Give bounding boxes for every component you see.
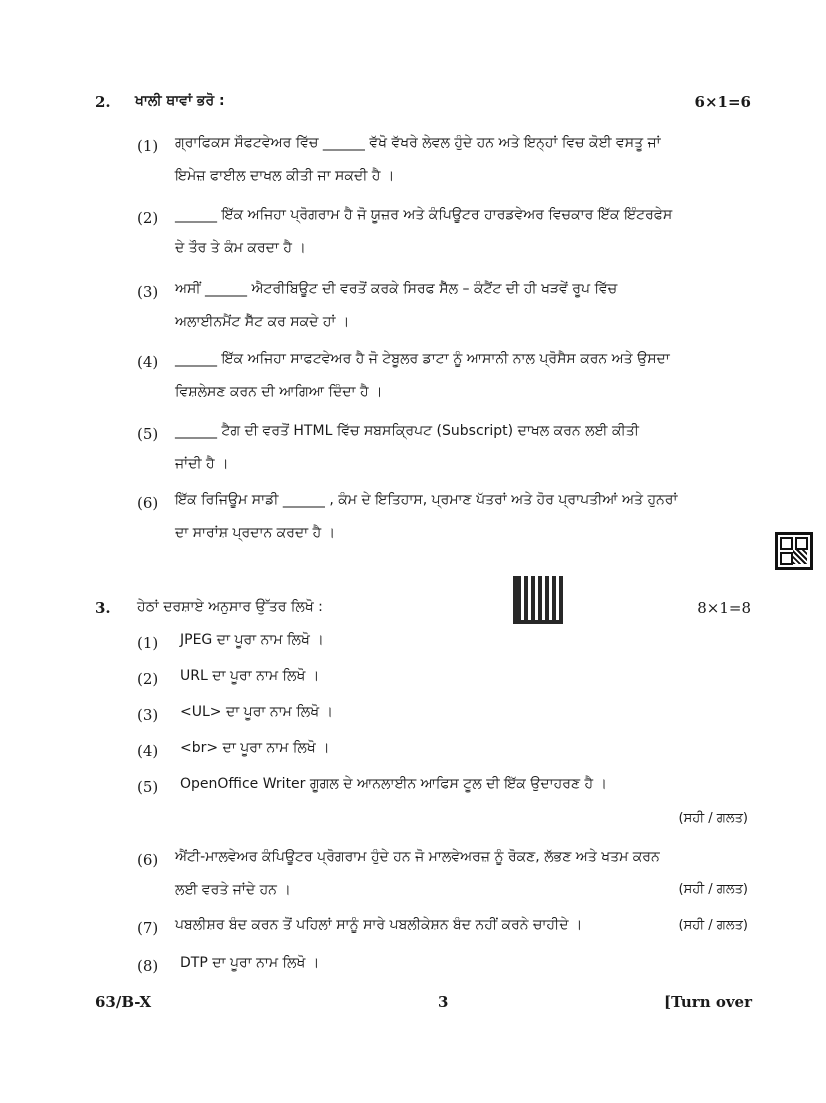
paper-code: 63/B-X (95, 993, 152, 1011)
q3-item-6-line2: ਲਈ ਵਰਤੇ ਜਾਂਦੇ ਹਨ । (175, 882, 291, 898)
q3-item-4-text: <br> ਦਾ ਪੂਰਾ ਨਾਮ ਲਿਖੋ । (180, 740, 330, 756)
q2-item-5-line1: ______ ਟੈਗ ਦੀ ਵਰਤੋਂ HTML ਵਿੱਚ ਸਬਸਕ੍ਰਿਪਟ (Subscript) ਦਾਖਲ ਕਰਨ ਲਈ ਕੀਤੀ (175, 423, 639, 439)
question-2-number: 2. (95, 93, 111, 111)
q2-item-4-line2: ਵਿਸ਼ਲੇਸਣ ਕਰਨ ਦੀ ਆਗਿਆ ਦਿੰਦਾ ਹੈ । (175, 384, 383, 400)
q3-item-8-text: DTP ਦਾ ਪੂਰਾ ਨਾਮ ਲਿਖੋ । (180, 955, 320, 971)
q3-item-number: (2) (137, 670, 159, 688)
q3-item-number: (7) (137, 919, 159, 937)
q2-item-number: (5) (137, 425, 159, 443)
question-2-marks: 6×1=6 (694, 93, 751, 111)
question-3-marks: 8×1=8 (697, 599, 751, 617)
turn-over-label: [Turn over (664, 993, 752, 1011)
q3-item-number: (6) (137, 851, 159, 869)
q2-item-2-line2: ਦੇ ਤੌਰ ਤੇ ਕੰਮ ਕਰਦਾ ਹੈ । (175, 240, 306, 256)
q3-item-1-text: JPEG ਦਾ ਪੂਰਾ ਨਾਮ ਲਿਖੋ । (180, 632, 324, 648)
q3-item-6-line1: ਐਂਟੀ-ਮਾਲਵੇਅਰ ਕੰਪਿਊਟਰ ਪ੍ਰੋਗਰਾਮ ਹੁੰਦੇ ਹਨ ਜੋ ਮਾਲਵੇਅਰਜ਼ ਨੂੰ ਰੋਕਣ, ਲੱਭਣ ਅਤੇ ਖਤਮ ਕਰਨ (175, 849, 660, 865)
q2-item-1-line1: ਗ੍ਰਾਫਿਕਸ ਸੌਫਟਵੇਅਰ ਵਿੱਚ ______ ਵੱਖੋ ਵੱਖਰੇ ਲੇਵਲ ਹੁੰਦੇ ਹਨ ਅਤੇ ਇਨ੍ਹਾਂ ਵਿਚ ਕੋਈ ਵਸਤੂ ਜਾਂ (175, 135, 661, 151)
q3-item-7-text: ਪਬਲੀਸ਼ਰ ਬੰਦ ਕਰਨ ਤੋਂ ਪਹਿਲਾਂ ਸਾਨੂੰ ਸਾਰੇ ਪਬਲੀਕੇਸ਼ਨ ਬੰਦ ਨਹੀਂ ਕਰਨੇ ਚਾਹੀਦੇ । (175, 917, 583, 933)
q3-item-number: (4) (137, 742, 159, 760)
q3-item-7-true-false: (ਸਹੀ / ਗਲਤ) (678, 918, 748, 933)
q3-item-number: (8) (137, 957, 159, 975)
q2-item-5-line2: ਜਾਂਦੀ ਹੈ । (175, 456, 229, 472)
q2-item-6-line1: ਇੱਕ ਰਿਜਿਊਮ ਸਾਡੀ ______ , ਕੰਮ ਦੇ ਇਤਿਹਾਸ, ਪ੍ਰਮਾਣ ਪੱਤਰਾਂ ਅਤੇ ਹੋਰ ਪ੍ਰਾਪਤੀਆਂ ਅਤੇ ਹੁਨਰਾਂ (175, 492, 678, 508)
q2-item-number: (4) (137, 353, 159, 371)
q2-item-6-line2: ਦਾ ਸਾਰਾਂਸ਼ ਪ੍ਰਦਾਨ ਕਰਦਾ ਹੈ । (175, 525, 336, 541)
question-3-heading: ਹੇਠਾਂ ਦਰਸ਼ਾਏ ਅਨੁਸਾਰ ਉੱਤਰ ਲਿਖੋ : (137, 599, 323, 615)
page-number: 3 (438, 993, 449, 1011)
q2-item-number: (1) (137, 137, 159, 155)
question-3-number: 3. (95, 599, 111, 617)
q3-item-2-text: URL ਦਾ ਪੂਰਾ ਨਾਮ ਲਿਖੋ । (180, 668, 320, 684)
q2-item-3-line1: ਅਸੀਂ ______ ਐਟਰੀਬਿਊਟ ਦੀ ਵਰਤੋਂ ਕਰਕੇ ਸਿਰਫ ਸੈੱਲ – ਕੰਟੈਂਟ ਦੀ ਹੀ ਖੜਵੇਂ ਰੂਪ ਵਿੱਚ (175, 281, 618, 297)
q3-item-5-text: OpenOffice Writer ਗੂਗਲ ਦੇ ਆਨਲਾਈਨ ਆਫਿਸ ਟੂਲ ਦੀ ਇੱਕ ਉਦਾਹਰਣ ਹੈ । (180, 776, 607, 792)
q3-item-6-true-false: (ਸਹੀ / ਗਲਤ) (678, 882, 748, 897)
q2-item-number: (3) (137, 283, 159, 301)
question-2-heading: ਖਾਲੀ ਥਾਵਾਂ ਭਰੋ : (135, 93, 225, 109)
q2-item-number: (6) (137, 494, 159, 512)
q2-item-1-line2: ਇਮੇਜ਼ ਫਾਈਲ ਦਾਖਲ ਕੀਤੀ ਜਾ ਸਕਦੀ ਹੈ । (175, 168, 395, 184)
q3-item-number: (5) (137, 778, 159, 796)
q3-item-3-text: <UL> ਦਾ ਪੂਰਾ ਨਾਮ ਲਿਖੋ । (180, 704, 333, 720)
qr-code-icon (775, 532, 813, 570)
q3-item-number: (1) (137, 634, 159, 652)
q2-item-number: (2) (137, 209, 159, 227)
q2-item-3-line2: ਅਲਾਈਨਮੈਂਟ ਸੈੱਟ ਕਰ ਸਕਦੇ ਹਾਂ । (175, 314, 350, 330)
q2-item-4-line1: ______ ਇੱਕ ਅਜਿਹਾ ਸਾਫਟਵੇਅਰ ਹੈ ਜੋ ਟੇਬੂਲਰ ਡਾਟਾ ਨੂੰ ਆਸਾਨੀ ਨਾਲ ਪ੍ਰੋਸੈਸ ਕਰਨ ਅਤੇ ਉਸਦਾ (175, 351, 670, 367)
q3-item-5-true-false: (ਸਹੀ / ਗਲਤ) (678, 811, 748, 826)
datamatrix-code-icon (513, 576, 563, 624)
q2-item-2-line1: ______ ਇੱਕ ਅਜਿਹਾ ਪ੍ਰੋਗਰਾਮ ਹੈ ਜੋ ਯੂਜ਼ਰ ਅਤੇ ਕੰਪਿਊਟਰ ਹਾਰਡਵੇਅਰ ਵਿਚਕਾਰ ਇੱਕ ਇੰਟਰਫੇਸ (175, 207, 673, 223)
q3-item-number: (3) (137, 706, 159, 724)
